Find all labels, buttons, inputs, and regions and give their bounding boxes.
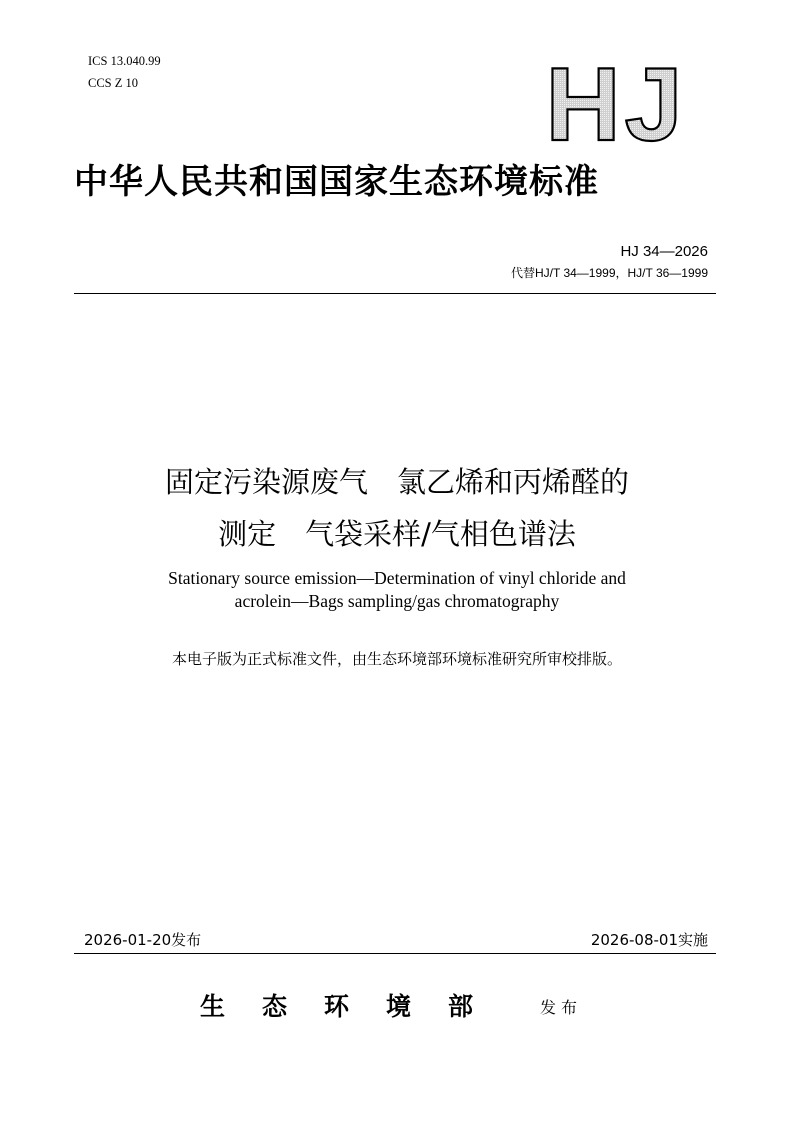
national-standard-title: 中华人民共和国国家生态环境标准 [74,162,599,202]
english-title-line-1: Stationary source emission—Determination of vinyl chloride and [168,568,626,588]
chinese-title-line-1: 固定污染源废气 氯乙烯和丙烯醛的 [164,465,629,499]
hj-logo-text: HJ [545,58,687,146]
ccs-code: CCS Z 10 [88,76,139,90]
english-title-line-2: acrolein—Bags sampling/gas chromatography [234,591,560,611]
ics-code: ICS 13.040.99 [88,54,161,68]
replaces-standards: 代替HJ/T 34—1999，HJ/T 36—1999 [511,266,708,280]
publish-label: 发布 [540,998,583,1017]
effective-date: 2026-08-01实施 [590,931,708,949]
footer-divider [74,953,716,954]
chinese-title-line-2: 测定 气袋采样/气相色谱法 [218,517,576,551]
hj-logo [536,58,696,146]
publisher-name: 生态环境部 [200,992,511,1021]
header-divider [74,293,716,294]
issue-date: 2026-01-20发布 [84,931,202,949]
electronic-version-notice: 本电子版为正式标准文件，由生态环境部环境标准研究所审校排版。 [171,650,622,668]
standard-number: HJ 34—2026 [620,243,708,260]
